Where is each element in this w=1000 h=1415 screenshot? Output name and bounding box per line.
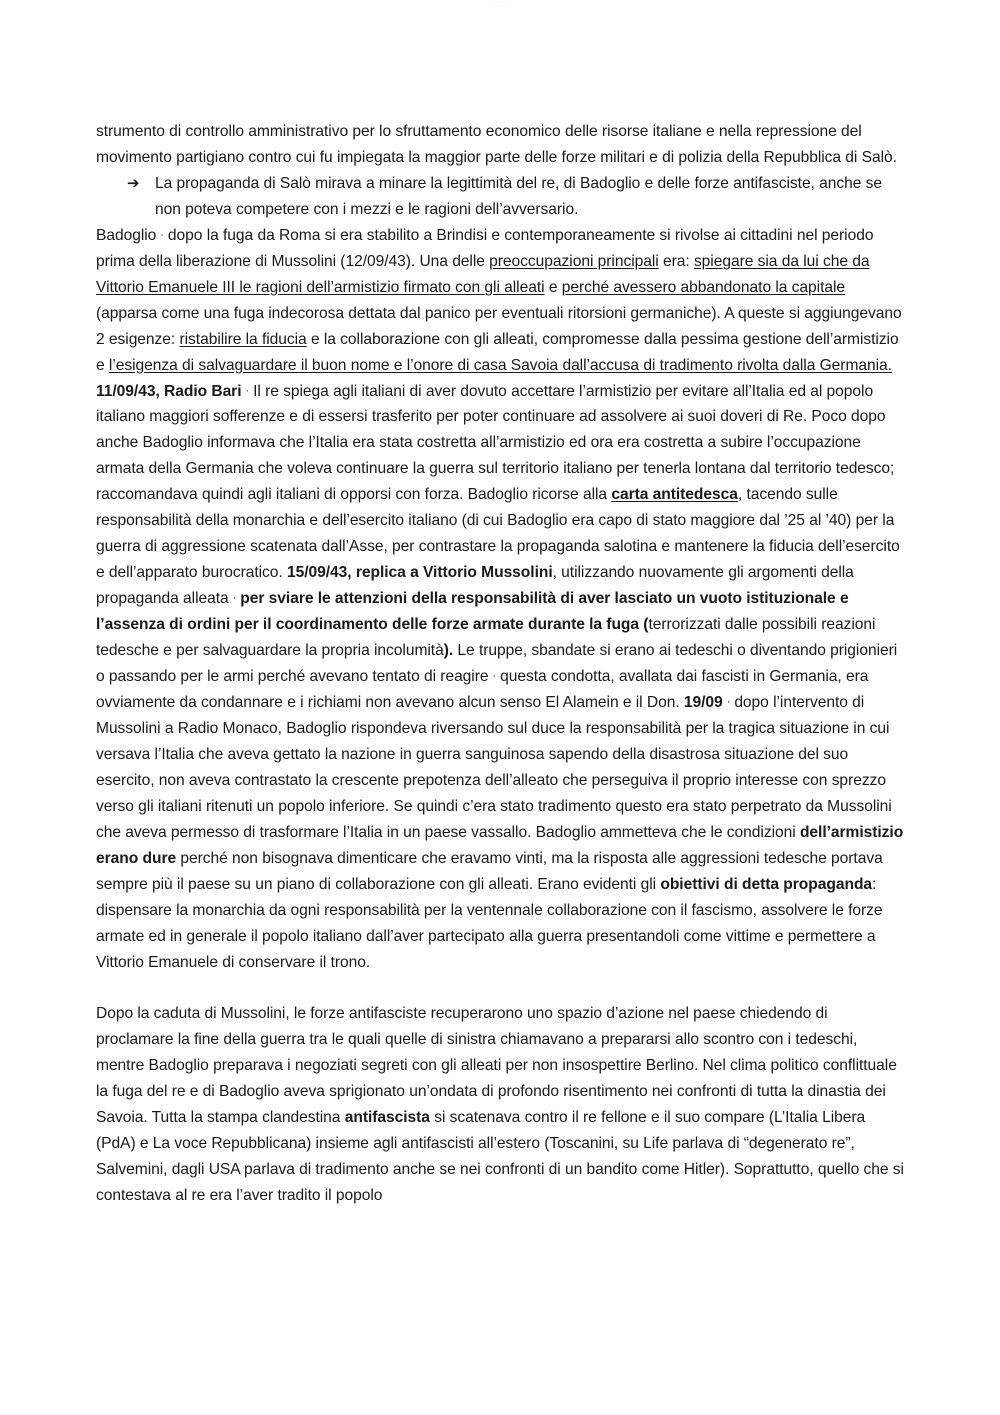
bullet-dot-icon: · [492,670,497,683]
bullet-item-propaganda [96,171,906,223]
document-body [96,119,906,1209]
paragraph-badoglio: Badoglio · dopo la fuga da Roma si era stabilito a Brindisi e contemporaneamente si rivolse ai cittadini nel periodo prima della liberazione di Mussolini (12/09/43). Una delle preoccupazioni principali era: spiegare sia da lui che da Vittorio Emanuele III le ragioni dell’armistizio firmato con gli alleati e perché avessero abbandonato la capitale (apparsa come una fuga indecorosa dettata dal panico per eventuali ritorsioni germaniche). A queste si aggiungevano 2 esigenze: ristabilire la fiducia e la collaborazione con gli alleati, compromesse dalla pessima gestione dell’armistizio e l’esigenza di salvaguardare il buon nome e l’onore di casa Savoia dall’accusa di tradimento rivolta dalla Germania. 11/09/43, Radio Bari · Il re spiega agli italiani di aver dovuto accettare l’armistizio per evitare all’Italia ed al popolo italiano maggiori sofferenze e di essersi trasferito per poter continuare ad assolvere ai suoi doveri di Re. Poco dopo anche Badoglio informava che l’Italia era stata costretta all’armistizio ed ora era costretta a subire l’occupazione armata della Germania che voleva continuare la guerra sul territorio italiano per tenerla lontana dal territorio tedesco; raccomandava quindi agli italiani di opporsi con forza. Badoglio ricorse alla carta antitedesca, tacendo sulle responsabilità della monarchia e dell’esercito italiano (di cui Badoglio era capo di stato maggiore dal ’25 al ’40) per la guerra di aggressione scatenata dall’Asse, per contrastare la propaganda salotina e mantenere la fiducia dell’esercito e dell’apparato burocratico. 15/09/43, replica a Vittorio Mussolini, utilizzando nuovamente gli argomenti della propaganda alleata · per sviare le attenzioni della responsabilità di aver lasciato un vuoto istituzionale e l’assenza di ordini per il coordinamento delle forze armate durante la fuga (terrorizzati dalle possibili reazioni tedesche e per salvaguardare la propria incolumità). Le truppe, sbandate si erano ai tedeschi o diventando prigionieri o passando per le armi perché avevano tentato di reagire · questa condotta, avallata dai fascisti in Germania, era ovviamente da condannare e i richiami non avevano alcun senso El Alamein e il Don. 19/09 · dopo l’intervento di Mussolini a Radio Monaco, Badoglio rispondeva riversando sul duce la responsabilità per la tragica situazione in cui versava l’Italia che aveva gettato la nazione in guerra sanguinosa sapendo della disastrosa situazione del suo esercito, non aveva contrastato la crescente prepotenza dell’alleato che perseguiva il proprio interesse con sprezzo verso gli italiani ritenuti un popolo inferiore. Se quindi c’era stato tradimento questo era stato perpetrato da Mussolini che aveva permesso di trasformare l’Italia in un paese vassallo. Badoglio ammetteva che le condizioni dell’armistizio erano dure perché non bisognava dimenticare che eravamo vinti, ma la risposta alle aggressioni tedesche portava sempre più il paese su un piano di collaborazione con gli alleati. Erano evidenti gli obiettivi di detta propaganda: dispensare la monarchia da ogni responsabilità per la ventennale collaborazione con il fascismo, assolvere le forze armate ed in generale il popolo italiano dall’aver partecipato alla guerra presentandoli come vittime e permettere a Vittorio Emanuele di conservare il trono. [96,226,904,971]
underlined-phrase: l’esigenza di salvaguardare il buon nome e l’onore di casa Savoia dall’accusa di tradimento rivolta dalla Germania. [108,356,892,374]
paragraph-antifascist: Dopo la caduta di Mussolini, le forze antifasciste recuperarono uno spazio d’azione nel paese chiedendo di proclamare la fine della guerra tra le quali quelle di sinistra chiamavano a prepararsi allo scontro con i tedeschi, mentre Badoglio preparava i negoziati segreti con gli alleati per non insospettire Berlino. Nel clima politico conflittuale la fuga del re e di Badoglio aveva sprigionato un’ondata di profondo risentimento nei confronti di tutta la dinastia dei Savoia. Tutta la stampa clandestina antifascista si scatenava contro il re fellone e il suo compare (L’Italia Libera (PdA) e La voce Repubblicana) insieme agli antifascisti all’estero (Toscanini, su Life parlava di “degenerato re”, Salvemini, dagli USA parlava di tradimento anche se nei confronti di un bandito come Hitler). Soprattutto, quello che si contestava al re era l’aver tradito il popolo [96,1005,904,1205]
arrow-bullet-icon: ➔ [127,174,140,192]
bullet-dot-icon: · [245,384,250,397]
bold-phrase: 15/09/43, replica a Vittorio Mussolini [287,564,553,582]
underlined-phrase: spiegare sia da lui che da Vittorio Emanuele III le ragioni dell’armistizio firmato con gli alleati [96,252,870,296]
bold-phrase: obiettivi di detta propaganda [660,875,873,893]
bold-phrase: 19/09 [683,693,723,711]
paragraph-salo-control: strumento di controllo amministrativo per lo sfruttamento economico delle risorse italiane e nella repressione del movimento partigiano contro cui fu impiegata la maggior parte delle forze militari e di polizia della Repubblica di Salò. [96,123,897,166]
bullet-dot-icon: · [232,592,237,605]
underlined-phrase: perché avessero abbandonato la capitale [561,278,846,296]
header-mark: · · · · · [494,0,506,4]
bold-phrase: antifascista [344,1109,430,1127]
bold-underlined-phrase: carta antitedesca [611,486,738,504]
underlined-phrase: ristabilire la fiducia [179,330,307,348]
bold-phrase: per sviare le attenzioni della responsabilità di aver lasciato un vuoto istituzionale e l’assenza di ordini per il coordinamento delle forze armate durante la fuga ( [96,590,849,634]
underlined-phrase: preoccupazioni principali [489,252,659,270]
paragraph-gap [96,975,906,1001]
bullet-dot-icon: · [160,228,164,241]
bold-phrase: 11/09/43, Radio Bari [96,382,242,400]
bold-phrase: ). [443,642,454,660]
bold-phrase: dell’armistizio erano dure [96,823,904,867]
bullet-text: La propaganda di Salò mirava a minare la legittimità del re, di Badoglio e delle forze antifasciste, anche se non poteva competere con i mezzi e le ragioni dell’avversario. [155,174,883,218]
bullet-dot-icon: · [726,695,731,708]
